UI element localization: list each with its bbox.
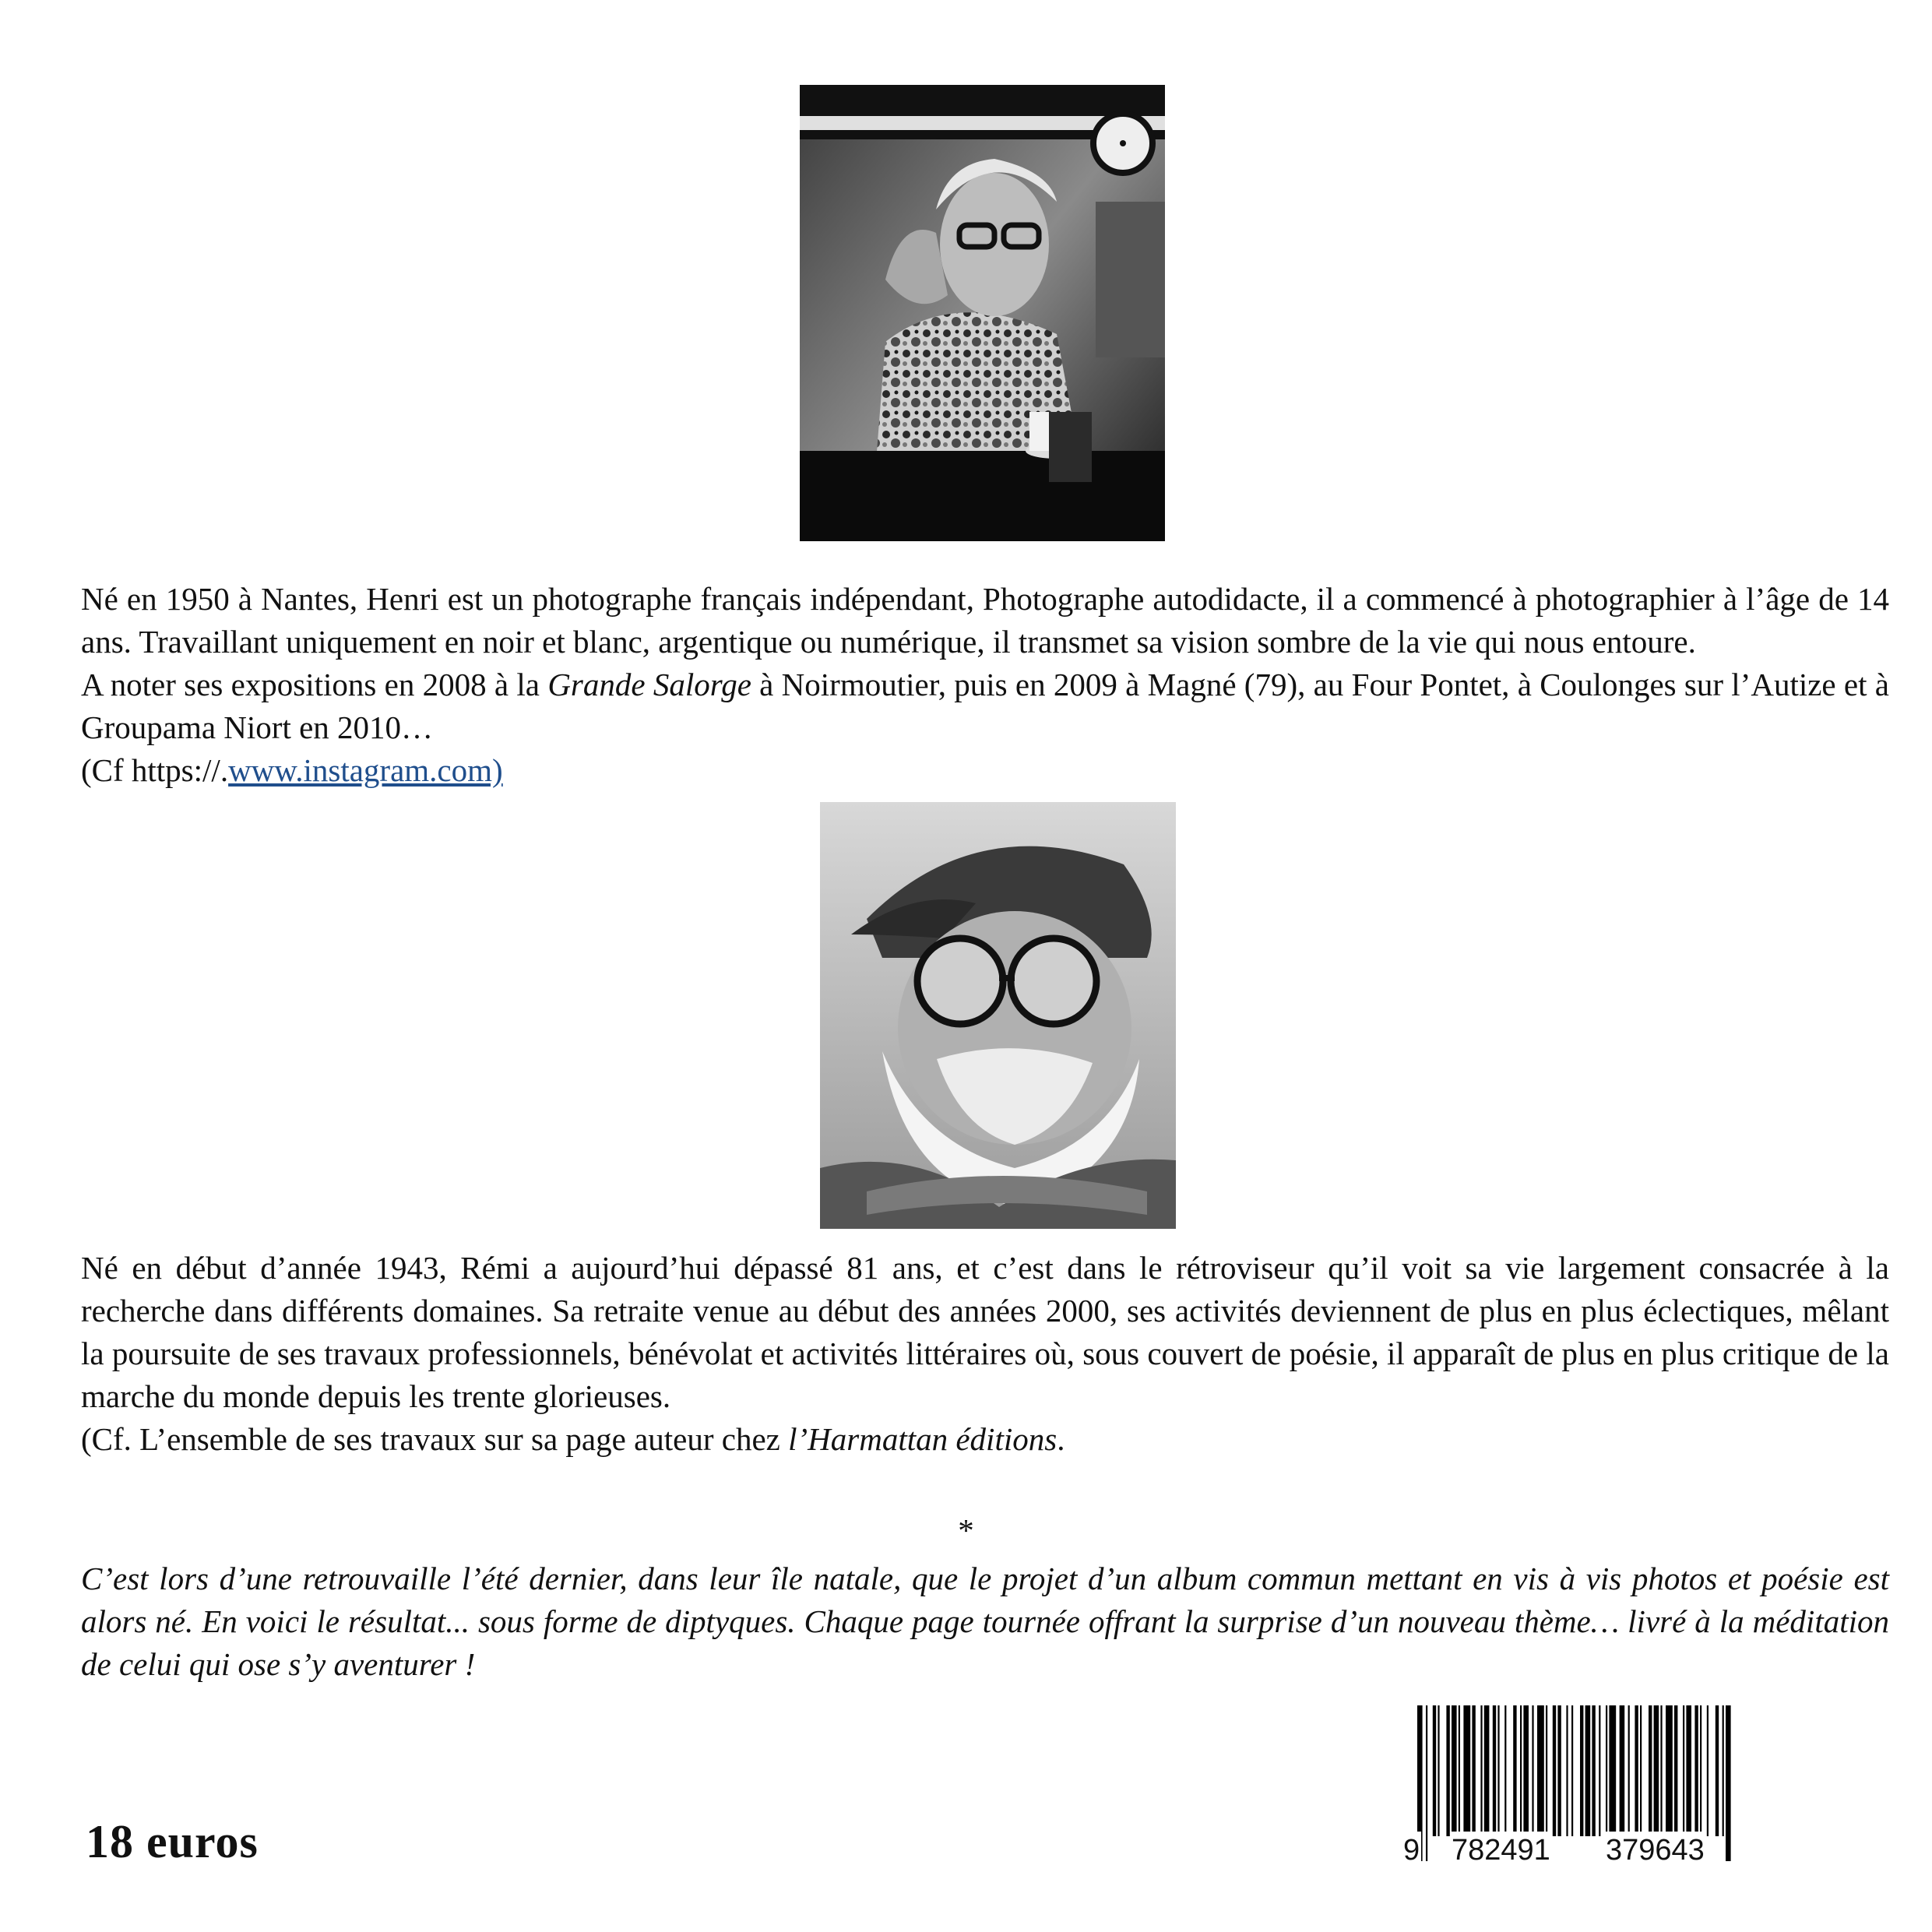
barcode-bar: [1433, 1705, 1436, 1836]
bio-henri-exhibitions-before: A noter ses expositions en 2008 à la: [81, 667, 548, 702]
bio-remi-publisher: l’Harmattan éditions: [788, 1421, 1057, 1457]
barcode-bar: [1599, 1705, 1600, 1836]
barcode-bar: [1649, 1705, 1652, 1836]
barcode-bar: [1557, 1705, 1561, 1836]
barcode-bar: [1472, 1705, 1475, 1836]
barcode-bar: [1571, 1705, 1573, 1836]
bio-henri-intro: Né en 1950 à Nantes, Henri est un photographe français indépendant, Photographe autodidacte, il a commencé à photographier à l’âge de 14 ans. Travaillant uniquement en noir et blanc, argentique ou numérique, il transmet sa vision sombre de la vie qui nous entoure.: [81, 581, 1889, 660]
bio-henri-venue: Grande Salorge: [547, 667, 751, 702]
barcode-bar: [1504, 1705, 1506, 1836]
barcode-bar: [1686, 1705, 1691, 1836]
barcode-bar: [1566, 1705, 1568, 1836]
barcode-bar: [1484, 1705, 1490, 1836]
photo-remi: [820, 802, 1176, 1229]
barcode-bar: [1452, 1705, 1457, 1836]
project-description: C’est lors d’une retrouvaille l’été dernier, dans leur île natale, que le projet d’un album commun mettant en vis à vis photos et poésie est alors né. En voici le résultat... sous forme de diptyques. Chaque page tournée offrant la surprise d’un nouveau thème… livré à la méditation de celui qui ose s’y aventurer !: [81, 1561, 1889, 1682]
barcode-bar: [1716, 1705, 1719, 1836]
bio-remi-reference: [81, 1418, 1889, 1461]
barcode-bar: [1446, 1705, 1449, 1836]
bio-remi: [81, 1247, 1889, 1461]
instagram-link[interactable]: www.instagram.com): [228, 752, 503, 788]
barcode-bar: [1513, 1705, 1516, 1836]
isbn-digit-lead: 9: [1402, 1832, 1421, 1869]
bio-henri-ref-prefix: (Cf https://.: [81, 752, 229, 788]
barcode-bar: [1520, 1705, 1522, 1836]
barcode-bar: [1585, 1705, 1591, 1836]
barcode-bar: [1640, 1705, 1642, 1836]
isbn-group-right: 379643: [1604, 1832, 1706, 1869]
photo-henri-image: [800, 85, 1165, 541]
bio-remi-ref-prefix: (Cf. L’ensemble de ses travaux sur sa page auteur chez: [81, 1421, 789, 1457]
bio-henri-exhibitions-after: à Noirmoutier, puis en 2009 à Magné (79), au Four Pontet, à Coulonges sur l’Autize et à Groupama Niort en 2010…: [81, 667, 1889, 745]
section-separator: *: [958, 1512, 974, 1548]
barcode-bar: [1546, 1705, 1547, 1836]
barcode-bar: [1497, 1705, 1499, 1836]
barcode-bar: [1635, 1705, 1638, 1836]
barcode-bar: [1532, 1705, 1533, 1836]
bio-remi-text: Né en début d’année 1943, Rémi a aujourd’hui dépassé 81 ans, et c’est dans le rétroviseur qu’il voit sa vie largement consacrée à la recherche dans différents domaines. Sa retraite venue au début des années 2000, ses activités deviennent de plus en plus éclectiques, mêlant la poursuite de ses travaux professionnels, bénévolat et activités littéraires où, sous couvert de poésie, il apparaît de plus en plus critique de la marche du monde depuis les trente glorieuses.: [81, 1250, 1889, 1414]
barcode-bar: [1553, 1705, 1556, 1836]
barcode-bar: [1606, 1705, 1607, 1836]
barcode-bar: [1694, 1705, 1698, 1836]
bio-henri-reference: [81, 749, 1889, 792]
barcode-bar: [1592, 1705, 1595, 1836]
barcode-bar: [1654, 1705, 1659, 1836]
barcode-bar: [1660, 1705, 1662, 1836]
barcode-bar: [1537, 1705, 1544, 1836]
isbn-digits: [1402, 1832, 1744, 1869]
barcode-bar: [1674, 1705, 1677, 1836]
barcode-bar: [1438, 1705, 1439, 1836]
barcode-bar: [1707, 1705, 1709, 1836]
barcode-bar: [1580, 1705, 1583, 1836]
barcode-bar: [1666, 1705, 1673, 1836]
barcode-bar: [1620, 1705, 1625, 1836]
isbn-group-left: 782491: [1450, 1832, 1552, 1869]
barcode-bar: [1493, 1705, 1496, 1836]
photo-remi-image: [820, 802, 1176, 1229]
bio-remi-ref-suffix: .: [1057, 1421, 1065, 1457]
price-label: 18 euros: [86, 1816, 259, 1867]
barcode-bar: [1723, 1705, 1724, 1836]
barcode-bar: [1480, 1705, 1482, 1836]
bio-henri: [81, 578, 1889, 792]
barcode-bar: [1523, 1705, 1529, 1836]
barcode-bar: [1683, 1705, 1684, 1836]
photo-henri: [800, 85, 1165, 541]
bio-henri-exhibitions: [81, 663, 1889, 749]
barcode-bar: [1459, 1705, 1460, 1836]
barcode-bar: [1628, 1705, 1630, 1836]
barcode-bar: [1463, 1705, 1470, 1836]
barcode-bar: [1700, 1705, 1701, 1836]
